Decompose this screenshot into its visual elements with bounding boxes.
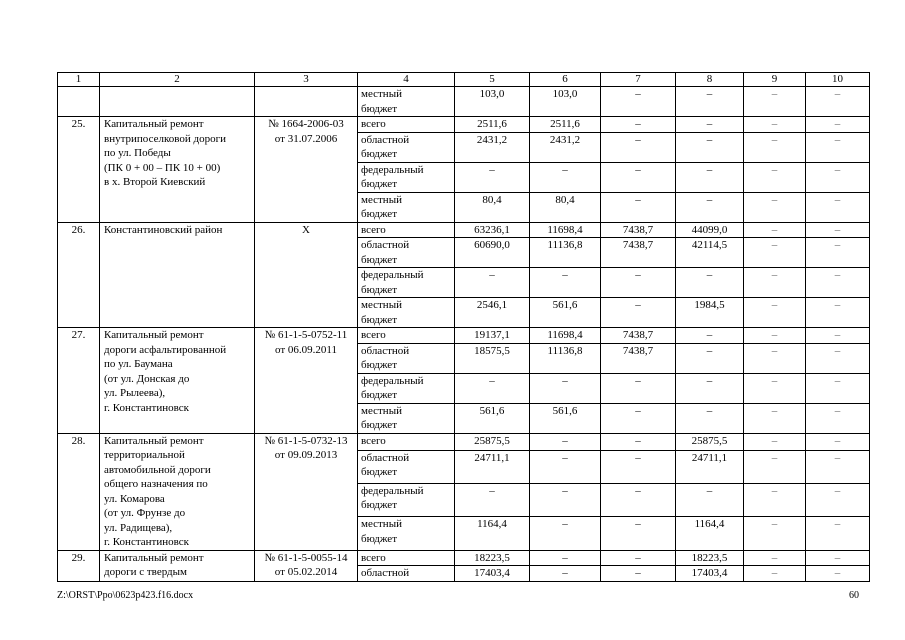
value-cell: 7438,7: [601, 222, 676, 238]
value-cell: –: [601, 268, 676, 298]
funding-source-cell: [358, 550, 455, 566]
column-header: 9: [744, 73, 806, 87]
value-cell: 11698,4: [530, 222, 601, 238]
value-cell: –: [744, 550, 806, 566]
value-cell: –: [744, 483, 806, 516]
funding-source-line: всего: [361, 329, 386, 341]
funding-source-cell: [358, 566, 455, 582]
value-cell: –: [744, 450, 806, 483]
value-cell: –: [744, 162, 806, 192]
funding-source-cell: [358, 433, 455, 450]
value-cell: –: [806, 373, 870, 403]
table-row: [58, 328, 870, 344]
value-cell: –: [530, 433, 601, 450]
document-line: от 31.07.2006: [274, 132, 338, 145]
value-cell: –: [601, 192, 676, 222]
funding-source-line: бюджет: [361, 389, 397, 401]
value-cell: –: [744, 238, 806, 268]
value-cell: –: [744, 132, 806, 162]
document-cell: [255, 550, 358, 581]
footer-file-path: Z:\ORST\Ppo\0623p423.f16.docx: [57, 590, 194, 601]
funding-source-line: федеральный: [361, 484, 424, 497]
value-cell: –: [601, 117, 676, 133]
funding-source-line: всего: [361, 223, 386, 236]
value-cell: –: [744, 87, 806, 117]
value-cell: –: [744, 517, 806, 550]
funding-source-line: всего: [361, 551, 386, 564]
value-cell: 1164,4: [676, 517, 744, 550]
value-cell: 63236,1: [455, 222, 530, 238]
funding-source-cell: [358, 517, 455, 550]
funding-source-line: бюджет: [361, 208, 397, 220]
document-line: № 61-1-5-0752-11: [264, 329, 348, 341]
value-cell: –: [744, 268, 806, 298]
document-line: № 61-1-5-0055-14: [264, 551, 348, 564]
funding-source-cell: [358, 87, 455, 117]
object-name-line: общего назначения по: [104, 478, 208, 490]
value-cell: –: [455, 162, 530, 192]
value-cell: 42114,5: [676, 238, 744, 268]
value-cell: –: [676, 268, 744, 298]
value-cell: –: [806, 566, 870, 582]
value-cell: –: [455, 373, 530, 403]
funding-source-cell: [358, 373, 455, 403]
value-cell: 2511,6: [455, 117, 530, 133]
object-name-line: г. Константиновск: [104, 401, 189, 414]
document-line: Х: [302, 223, 310, 236]
value-cell: –: [601, 433, 676, 450]
value-cell: –: [676, 328, 744, 344]
object-name-line: (от ул. Фрунзе до: [104, 507, 186, 519]
funding-source-cell: [358, 117, 455, 133]
column-header: 10: [806, 73, 870, 87]
value-cell: –: [676, 403, 744, 433]
funding-source-cell: [358, 132, 455, 162]
value-cell: –: [806, 222, 870, 238]
value-cell: –: [806, 550, 870, 566]
value-cell: –: [530, 550, 601, 566]
value-cell: –: [806, 328, 870, 344]
value-cell: –: [676, 192, 744, 222]
value-cell: 80,4: [530, 192, 601, 222]
object-name-line: Капитальный ремонт: [104, 551, 204, 564]
value-cell: –: [530, 268, 601, 298]
object-name-line: по ул. Баумана: [104, 358, 173, 370]
value-cell: –: [530, 517, 601, 550]
table-row: [58, 117, 870, 133]
value-cell: 2511,6: [530, 117, 601, 133]
value-cell: –: [676, 87, 744, 117]
value-cell: –: [806, 87, 870, 117]
funding-source-line: местный: [361, 88, 402, 100]
value-cell: –: [601, 483, 676, 516]
value-cell: –: [806, 403, 870, 433]
funding-source-line: бюджет: [361, 532, 397, 545]
document-line: от 05.02.2014: [274, 566, 338, 578]
value-cell: 24711,1: [455, 450, 530, 483]
table-row: [58, 87, 870, 117]
value-cell: –: [676, 483, 744, 516]
value-cell: –: [676, 373, 744, 403]
funding-source-line: областной: [361, 567, 410, 579]
funding-source-line: бюджет: [361, 466, 397, 479]
value-cell: –: [806, 192, 870, 222]
value-cell: 11136,8: [530, 238, 601, 268]
value-cell: 7438,7: [601, 238, 676, 268]
object-name-line: ул. Комарова: [104, 492, 165, 505]
value-cell: –: [744, 117, 806, 133]
value-cell: 2431,2: [530, 132, 601, 162]
document-cell: [255, 117, 358, 223]
value-cell: –: [530, 483, 601, 516]
object-name-line: ул. Радищева),: [104, 521, 173, 534]
funding-source-line: бюджет: [361, 283, 397, 296]
value-cell: 25875,5: [455, 433, 530, 450]
object-name-line: Константиновский район: [104, 223, 223, 236]
funding-source-line: областной: [361, 239, 410, 251]
funding-source-line: местный: [361, 193, 402, 206]
value-cell: –: [676, 117, 744, 133]
value-cell: 103,0: [530, 87, 601, 117]
object-name-line: дороги с твердым: [104, 566, 187, 578]
funding-source-line: местный: [361, 404, 402, 417]
value-cell: 17403,4: [455, 566, 530, 582]
value-cell: –: [455, 268, 530, 298]
document-line: № 1664-2006-03: [268, 118, 344, 130]
column-header: 8: [676, 73, 744, 87]
value-cell: –: [601, 132, 676, 162]
funding-source-line: бюджет: [361, 499, 397, 512]
value-cell: –: [806, 132, 870, 162]
footer-page-number: 60: [849, 590, 859, 601]
value-cell: 11136,8: [530, 343, 601, 373]
object-name-line: дороги асфальтированной: [104, 343, 227, 356]
value-cell: –: [744, 343, 806, 373]
value-cell: –: [601, 87, 676, 117]
value-cell: –: [530, 450, 601, 483]
value-cell: 561,6: [455, 403, 530, 433]
object-name-cell: [100, 328, 255, 434]
value-cell: –: [806, 450, 870, 483]
object-name-line: Капитальный ремонт: [104, 434, 204, 447]
value-cell: –: [601, 403, 676, 433]
funding-source-line: бюджет: [361, 253, 397, 266]
value-cell: –: [601, 298, 676, 328]
value-cell: –: [601, 550, 676, 566]
value-cell: –: [806, 162, 870, 192]
value-cell: 44099,0: [676, 222, 744, 238]
object-name-cell: [100, 117, 255, 223]
funding-source-cell: [358, 343, 455, 373]
column-header: 4: [358, 73, 455, 87]
funding-source-line: бюджет: [361, 313, 397, 326]
value-cell: –: [806, 117, 870, 133]
object-name-line: внутрипоселковой дороги: [104, 132, 226, 145]
value-cell: –: [744, 433, 806, 450]
object-name-line: автомобильной дороги: [104, 463, 211, 476]
value-cell: 18575,5: [455, 343, 530, 373]
value-cell: 1164,4: [455, 517, 530, 550]
object-name-line: ул. Рылеева),: [104, 387, 166, 399]
funding-source-cell: [358, 403, 455, 433]
object-name-line: (от ул. Донская до: [104, 372, 190, 385]
value-cell: 25875,5: [676, 433, 744, 450]
value-cell: –: [601, 373, 676, 403]
row-number: 27.: [58, 328, 100, 434]
value-cell: 17403,4: [676, 566, 744, 582]
value-cell: –: [744, 222, 806, 238]
value-cell: –: [806, 343, 870, 373]
value-cell: 19137,1: [455, 328, 530, 344]
row-number: 25.: [58, 117, 100, 223]
value-cell: 2546,1: [455, 298, 530, 328]
document-cell: [255, 328, 358, 434]
value-cell: –: [601, 162, 676, 192]
object-name-cell: [100, 222, 255, 328]
value-cell: –: [676, 162, 744, 192]
row-number: 28.: [58, 433, 100, 550]
funding-source-cell: [358, 222, 455, 238]
funding-source-line: областной: [361, 344, 410, 357]
funding-source-line: федеральный: [361, 374, 424, 387]
value-cell: 561,6: [530, 298, 601, 328]
column-header: 3: [255, 73, 358, 87]
value-cell: 7438,7: [601, 328, 676, 344]
funding-source-cell: [358, 268, 455, 298]
document-line: от 06.09.2011: [274, 343, 337, 356]
funding-source-line: федеральный: [361, 269, 424, 281]
header-row: [58, 73, 870, 87]
value-cell: –: [806, 298, 870, 328]
funding-source-cell: [358, 192, 455, 222]
column-header: 7: [601, 73, 676, 87]
document-line: № 61-1-5-0732-13: [264, 434, 348, 447]
funding-source-cell: [358, 450, 455, 483]
table-row: [58, 433, 870, 450]
value-cell: –: [601, 566, 676, 582]
funding-source-line: местный: [361, 299, 402, 311]
value-cell: 80,4: [455, 192, 530, 222]
value-cell: 561,6: [530, 403, 601, 433]
funding-source-line: бюджет: [361, 359, 397, 371]
value-cell: –: [455, 483, 530, 516]
object-name-line: территориальной: [104, 449, 185, 461]
value-cell: –: [806, 517, 870, 550]
column-header: 6: [530, 73, 601, 87]
value-cell: –: [744, 298, 806, 328]
funding-source-cell: [358, 328, 455, 344]
funding-source-line: областной: [361, 451, 410, 464]
document-cell: [255, 222, 358, 328]
funding-source-line: бюджет: [361, 178, 397, 190]
value-cell: 7438,7: [601, 343, 676, 373]
object-name-line: (ПК 0 + 00 – ПК 10 + 00): [104, 161, 221, 174]
funding-source-cell: [358, 298, 455, 328]
object-name-line: Капитальный ремонт: [104, 329, 204, 341]
value-cell: –: [530, 566, 601, 582]
table-row: [58, 550, 870, 566]
funding-source-line: областной: [361, 133, 410, 146]
document-cell: [255, 87, 358, 117]
row-number: 26.: [58, 222, 100, 328]
row-number: [58, 87, 100, 117]
value-cell: 103,0: [455, 87, 530, 117]
column-header: 1: [58, 73, 100, 87]
budget-table: [57, 72, 870, 582]
column-header: 5: [455, 73, 530, 87]
value-cell: –: [806, 483, 870, 516]
funding-source-line: всего: [361, 434, 386, 447]
value-cell: –: [744, 373, 806, 403]
value-cell: –: [744, 566, 806, 582]
funding-source-cell: [358, 162, 455, 192]
value-cell: 18223,5: [455, 550, 530, 566]
value-cell: –: [806, 268, 870, 298]
value-cell: –: [806, 238, 870, 268]
value-cell: –: [744, 328, 806, 344]
value-cell: 2431,2: [455, 132, 530, 162]
value-cell: –: [744, 192, 806, 222]
funding-source-cell: [358, 483, 455, 516]
object-name-line: г. Константиновск: [104, 536, 189, 548]
value-cell: –: [601, 450, 676, 483]
value-cell: 11698,4: [530, 328, 601, 344]
value-cell: 1984,5: [676, 298, 744, 328]
object-name-line: по ул. Победы: [104, 147, 171, 159]
value-cell: 60690,0: [455, 238, 530, 268]
funding-source-line: всего: [361, 118, 386, 130]
funding-source-line: бюджет: [361, 102, 397, 115]
funding-source-line: местный: [361, 518, 402, 531]
value-cell: –: [530, 162, 601, 192]
row-number: 29.: [58, 550, 100, 581]
funding-source-line: бюджет: [361, 148, 397, 160]
value-cell: –: [744, 403, 806, 433]
value-cell: –: [530, 373, 601, 403]
document-line: от 09.09.2013: [274, 449, 338, 461]
table-row: [58, 222, 870, 238]
value-cell: 18223,5: [676, 550, 744, 566]
value-cell: –: [806, 433, 870, 450]
object-name-cell: [100, 550, 255, 581]
value-cell: –: [676, 132, 744, 162]
funding-source-line: бюджет: [361, 419, 397, 431]
object-name-cell: [100, 87, 255, 117]
value-cell: –: [676, 343, 744, 373]
funding-source-cell: [358, 238, 455, 268]
object-name-line: в х. Второй Киевский: [104, 176, 206, 188]
value-cell: 24711,1: [676, 450, 744, 483]
object-name-cell: [100, 433, 255, 550]
funding-source-line: федеральный: [361, 163, 424, 176]
object-name-line: Капитальный ремонт: [104, 118, 204, 130]
value-cell: –: [601, 517, 676, 550]
column-header: 2: [100, 73, 255, 87]
document-cell: [255, 433, 358, 550]
